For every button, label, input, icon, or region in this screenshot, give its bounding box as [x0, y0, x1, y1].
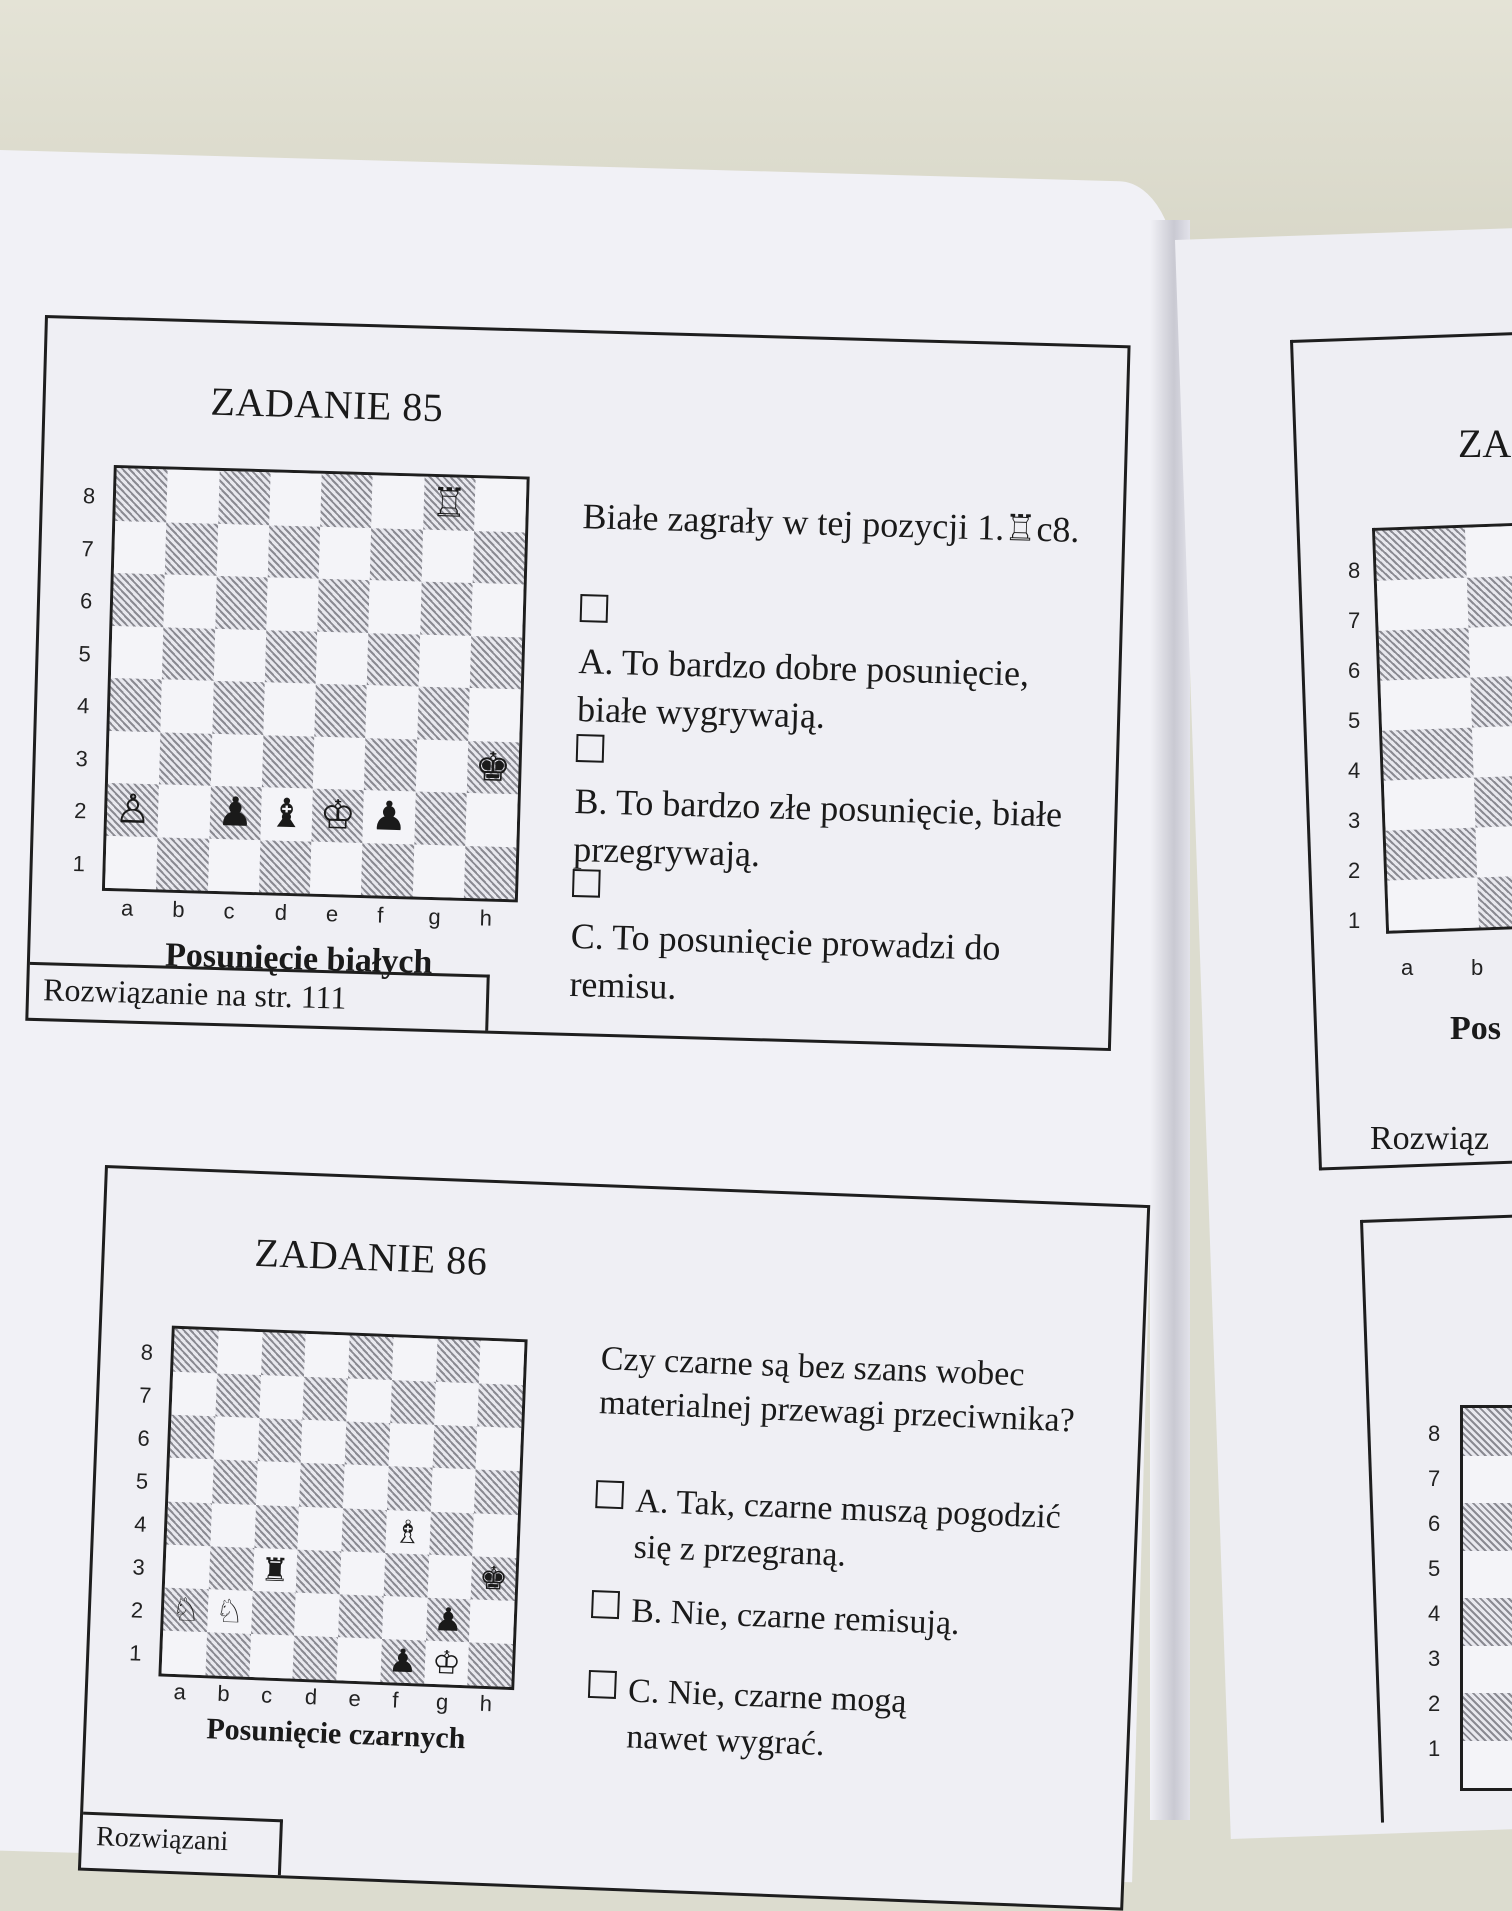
square-h7	[477, 1384, 522, 1429]
rank-label: 6	[79, 588, 93, 614]
file-label: g	[428, 903, 442, 930]
square-a5	[168, 1458, 213, 1503]
square-b7	[165, 522, 218, 576]
file-label: e	[325, 901, 339, 927]
chess-piece-white: ♘	[214, 1591, 245, 1631]
chess-board	[158, 1326, 527, 1690]
checkbox[interactable]	[580, 594, 609, 623]
rank-label: 3	[75, 745, 89, 772]
square-e1	[310, 841, 363, 895]
square-a7	[171, 1372, 216, 1417]
square-e8	[348, 1336, 393, 1381]
file-label: b	[1471, 955, 1484, 980]
chess-piece-white: ♔	[319, 792, 357, 840]
option-text: To bardzo dobre posunięcie, białe wygrywają.	[576, 641, 1030, 737]
square-c8	[218, 471, 271, 525]
square-g5	[418, 634, 471, 688]
square-a8	[173, 1329, 218, 1374]
square-b2	[158, 784, 211, 838]
square-d8	[304, 1334, 349, 1379]
square-a6	[1463, 1503, 1512, 1551]
option-c[interactable]	[586, 1667, 1009, 1775]
rank-label: 3	[132, 1554, 146, 1581]
square-d6	[301, 1420, 346, 1465]
chess-piece-black: ♟	[433, 1600, 464, 1640]
chess-piece-white: ♙	[114, 786, 152, 834]
square-g7	[434, 1382, 479, 1427]
square-g1	[424, 1641, 469, 1686]
square-b2	[207, 1589, 252, 1634]
file-label: g	[435, 1689, 449, 1715]
file-label: b	[216, 1680, 231, 1707]
square-a4	[1382, 728, 1474, 781]
square-h5	[474, 1470, 519, 1515]
task-85	[25, 315, 1130, 1051]
square-h2	[469, 1599, 514, 1644]
square-d1	[259, 840, 312, 894]
square-h6	[476, 1427, 521, 1472]
square-f5	[387, 1466, 432, 1511]
square-c2	[251, 1591, 296, 1636]
square-c4	[254, 1505, 299, 1550]
square-a2	[1463, 1693, 1512, 1741]
square-e6	[345, 1422, 390, 1467]
square-h3	[471, 1556, 516, 1601]
chess-piece-black: ♜	[259, 1550, 291, 1590]
square-c4	[212, 681, 265, 735]
rank-label: 1	[128, 1640, 142, 1667]
option-text: To posunięcie prowadzi do remisu.	[568, 916, 1002, 1008]
square-a1	[1463, 1741, 1512, 1789]
file-label: d	[274, 899, 288, 925]
square-e3	[340, 1551, 385, 1596]
square-b7	[215, 1374, 260, 1419]
option-text: Tak, czarne muszą pogodzić się z przegraną.	[633, 1484, 1062, 1574]
rank-label: 5	[78, 640, 92, 667]
square-a2	[1386, 828, 1478, 881]
square-c5	[213, 628, 266, 682]
rank-label: 8	[1428, 1420, 1441, 1446]
square-h3	[467, 740, 520, 794]
chess-piece-white: ♗	[392, 1512, 423, 1552]
chess-piece-black: ♝	[267, 790, 306, 838]
rank-label: 6	[1428, 1510, 1441, 1536]
file-label: a	[120, 895, 134, 921]
square-d1	[293, 1635, 338, 1680]
square-e3	[313, 736, 366, 790]
option-letter: B.	[574, 780, 609, 822]
square-c1	[207, 838, 260, 892]
square-b1	[205, 1632, 250, 1677]
square-g3	[415, 739, 468, 793]
rank-label: 3	[1428, 1645, 1441, 1671]
file-label: f	[376, 902, 384, 928]
file-label: d	[304, 1684, 318, 1710]
solution-reference: Rozwiązani	[81, 1812, 283, 1876]
right-caption: Pos	[1450, 1010, 1501, 1047]
square-a1	[1387, 878, 1479, 931]
square-a3	[108, 730, 161, 784]
square-h6	[471, 583, 524, 637]
square-a8	[115, 468, 168, 522]
chess-piece-black: ♟	[387, 1641, 418, 1681]
square-g7	[421, 529, 474, 583]
square-c3	[210, 733, 263, 787]
square-f5	[367, 633, 420, 687]
chess-piece-black: ♚	[478, 1558, 509, 1598]
square-f3	[364, 738, 417, 792]
square-b8	[167, 469, 220, 523]
file-label: c	[260, 1682, 273, 1708]
square-h1	[468, 1642, 513, 1687]
question-text: Białe zagrały w tej pozycji 1.♖c8.	[582, 496, 1081, 550]
square-c7	[216, 523, 269, 577]
rank-label: 6	[137, 1425, 151, 1451]
file-label: b	[171, 896, 185, 923]
square-f2	[363, 790, 416, 844]
square-d4	[298, 1506, 343, 1551]
right-chess-board-partial-2	[1460, 1405, 1512, 1791]
square-b5	[212, 1460, 257, 1505]
square-b5	[162, 627, 215, 681]
square-g4	[429, 1511, 474, 1556]
option-letter: A.	[577, 640, 615, 682]
solution-reference: Rozwiązanie na str. 111	[28, 962, 489, 1031]
option-c[interactable]	[569, 863, 1093, 1023]
rank-label: 7	[1428, 1465, 1441, 1491]
square-e7	[319, 526, 372, 580]
board-caption: Posunięcie białych	[164, 936, 433, 982]
square-c1	[249, 1634, 294, 1679]
option-b[interactable]	[590, 1587, 1091, 1652]
rank-label: 8	[82, 483, 96, 509]
rank-label: 8	[1348, 558, 1361, 583]
right-rank-labels	[1348, 545, 1372, 945]
chess-piece-white: ♘	[170, 1590, 201, 1630]
rank-label: 4	[133, 1511, 147, 1537]
square-b2	[1476, 824, 1512, 877]
square-g6	[432, 1425, 477, 1470]
square-g6	[420, 582, 473, 636]
checkbox[interactable]	[576, 734, 605, 763]
square-a4	[109, 678, 162, 732]
rank-label: 6	[1348, 658, 1361, 683]
square-f1	[361, 843, 414, 897]
file-label: f	[391, 1687, 399, 1713]
square-b8	[217, 1330, 262, 1375]
square-c8	[261, 1332, 306, 1377]
square-d7	[268, 525, 321, 579]
square-b3	[1474, 774, 1512, 827]
square-d6	[266, 577, 319, 631]
square-c2	[209, 786, 262, 840]
option-a[interactable]	[593, 1477, 1096, 1588]
square-f8	[392, 1337, 437, 1382]
file-label: h	[479, 905, 493, 931]
square-e7	[346, 1379, 391, 1424]
square-c3	[252, 1548, 297, 1593]
square-a7	[114, 521, 167, 575]
square-f6	[369, 580, 422, 634]
square-a3	[1384, 778, 1476, 831]
square-a2	[106, 783, 159, 837]
square-b4	[1472, 724, 1512, 777]
rank-label: 4	[76, 693, 90, 719]
square-g1	[412, 844, 465, 898]
square-h1	[464, 845, 517, 899]
rank-label: 3	[1348, 808, 1361, 833]
square-f2	[382, 1596, 427, 1641]
square-b1	[156, 837, 209, 891]
square-b1	[1477, 874, 1512, 927]
square-f7	[370, 528, 423, 582]
task-86	[78, 1165, 1150, 1911]
checkbox[interactable]	[591, 1590, 620, 1619]
square-b3	[209, 1546, 254, 1591]
square-b6	[164, 574, 217, 628]
rank-label: 5	[1348, 708, 1361, 733]
square-a4	[166, 1501, 211, 1546]
square-a7	[1463, 1456, 1512, 1504]
square-d3	[296, 1549, 341, 1594]
square-a6	[112, 573, 165, 627]
square-e8	[320, 474, 373, 528]
option-letter: B.	[630, 1592, 664, 1631]
square-b4	[210, 1503, 255, 1548]
rank-label: 4	[1428, 1600, 1441, 1626]
rank-label: 7	[1348, 608, 1361, 633]
checkbox[interactable]	[595, 1480, 624, 1509]
square-g2	[425, 1597, 470, 1642]
square-b6	[214, 1417, 259, 1462]
square-a7	[1377, 578, 1469, 631]
square-a3	[165, 1544, 210, 1589]
rank-label: 8	[140, 1339, 154, 1365]
rank-label: 2	[73, 798, 87, 824]
square-e4	[341, 1508, 386, 1553]
square-e4	[314, 684, 367, 738]
file-label: a	[173, 1679, 187, 1705]
square-b5	[1470, 675, 1512, 728]
file-label: e	[348, 1685, 362, 1712]
task-title: ZADANIE 85	[210, 378, 444, 431]
square-h7	[472, 531, 525, 585]
chess-piece-black: ♟	[216, 789, 254, 837]
square-f3	[383, 1553, 428, 1598]
square-c6	[215, 576, 268, 630]
rank-label: 1	[1348, 908, 1361, 933]
rank-label: 5	[135, 1468, 149, 1494]
square-h2	[465, 793, 518, 847]
question-text: Czy czarne są bez szans wobec materialnej przewagi przeciwnika?	[598, 1340, 1076, 1440]
square-h4	[473, 1513, 518, 1558]
rank-label: 7	[81, 535, 95, 562]
checkbox[interactable]	[572, 869, 601, 898]
square-d2	[260, 787, 313, 841]
square-e2	[338, 1594, 383, 1639]
square-a5	[1463, 1551, 1512, 1599]
task-title: ZADANIE 86	[253, 1229, 489, 1284]
right-footer: Rozwiąz	[1370, 1120, 1489, 1157]
square-d2	[294, 1592, 339, 1637]
square-h8	[479, 1341, 524, 1386]
square-a5	[1380, 678, 1472, 731]
board-caption: Posunięcie czarnych	[205, 1712, 466, 1756]
square-a8	[1463, 1408, 1512, 1456]
square-b7	[1467, 575, 1512, 628]
rank-label: 7	[138, 1382, 152, 1408]
option-text: Nie, czarne remisują.	[670, 1594, 961, 1643]
right-file-labels	[1372, 955, 1512, 985]
chess-piece-white: ♖	[430, 480, 468, 528]
square-d4	[263, 682, 316, 736]
square-g3	[427, 1554, 472, 1599]
square-c5	[256, 1461, 301, 1506]
square-e6	[317, 579, 370, 633]
square-a1	[105, 835, 158, 889]
square-h4	[468, 688, 521, 742]
square-e1	[336, 1637, 381, 1682]
square-d3	[262, 735, 315, 789]
square-e2	[311, 789, 364, 843]
chess-piece-white: ♔	[431, 1643, 462, 1683]
square-f4	[385, 1510, 430, 1555]
rank-label: 2	[1428, 1690, 1441, 1716]
square-d5	[299, 1463, 344, 1508]
square-d7	[303, 1377, 348, 1422]
square-b3	[159, 732, 212, 786]
square-a2	[163, 1587, 208, 1632]
square-a3	[1463, 1646, 1512, 1694]
chess-piece-black: ♟	[370, 793, 408, 841]
square-a4	[1463, 1598, 1512, 1646]
square-g8	[435, 1339, 480, 1384]
chess-board	[102, 465, 530, 902]
file-label: h	[479, 1690, 493, 1717]
square-d5	[265, 630, 318, 684]
square-h8	[474, 478, 527, 532]
square-b4	[161, 679, 214, 733]
square-e5	[316, 631, 369, 685]
square-b8	[1465, 525, 1512, 578]
square-f4	[366, 685, 419, 739]
square-d8	[269, 472, 322, 526]
option-letter: C.	[570, 915, 605, 957]
square-b6	[1469, 625, 1512, 678]
file-label: c	[223, 898, 235, 924]
rank-label: 2	[1348, 858, 1361, 883]
square-f6	[388, 1423, 433, 1468]
right-rank-labels-2	[1428, 1410, 1452, 1770]
square-e5	[343, 1465, 388, 1510]
square-f8	[371, 475, 424, 529]
square-c6	[257, 1418, 302, 1463]
square-a6	[170, 1415, 215, 1460]
square-f7	[390, 1380, 435, 1425]
rank-label: 1	[1428, 1735, 1441, 1761]
chess-piece-black: ♚	[474, 743, 512, 791]
rank-label: 5	[1428, 1555, 1441, 1581]
rank-label: 1	[72, 850, 86, 877]
square-h5	[470, 636, 523, 690]
square-a8	[1375, 528, 1467, 581]
square-a5	[111, 626, 164, 680]
file-label: a	[1401, 955, 1414, 980]
option-a[interactable]	[577, 588, 1101, 748]
square-f1	[380, 1639, 425, 1684]
square-a6	[1379, 628, 1471, 681]
rank-label: 4	[1348, 758, 1361, 783]
square-c7	[259, 1375, 304, 1420]
right-task-title: ZA	[1458, 421, 1512, 466]
square-a1	[162, 1630, 207, 1675]
square-g5	[430, 1468, 475, 1513]
square-g2	[414, 792, 467, 846]
right-chess-board-partial	[1372, 522, 1512, 934]
file-labels	[101, 895, 512, 936]
checkbox[interactable]	[588, 1670, 617, 1699]
option-letter: A.	[634, 1482, 670, 1521]
option-text: To bardzo złe posunięcie, białe przegrywają.	[572, 781, 1063, 875]
square-g8	[423, 477, 476, 531]
rank-label: 2	[130, 1597, 144, 1624]
option-text: Nie, czarne mogą nawet wygrać.	[625, 1674, 908, 1763]
option-letter: C.	[627, 1672, 661, 1711]
square-g4	[417, 687, 470, 741]
